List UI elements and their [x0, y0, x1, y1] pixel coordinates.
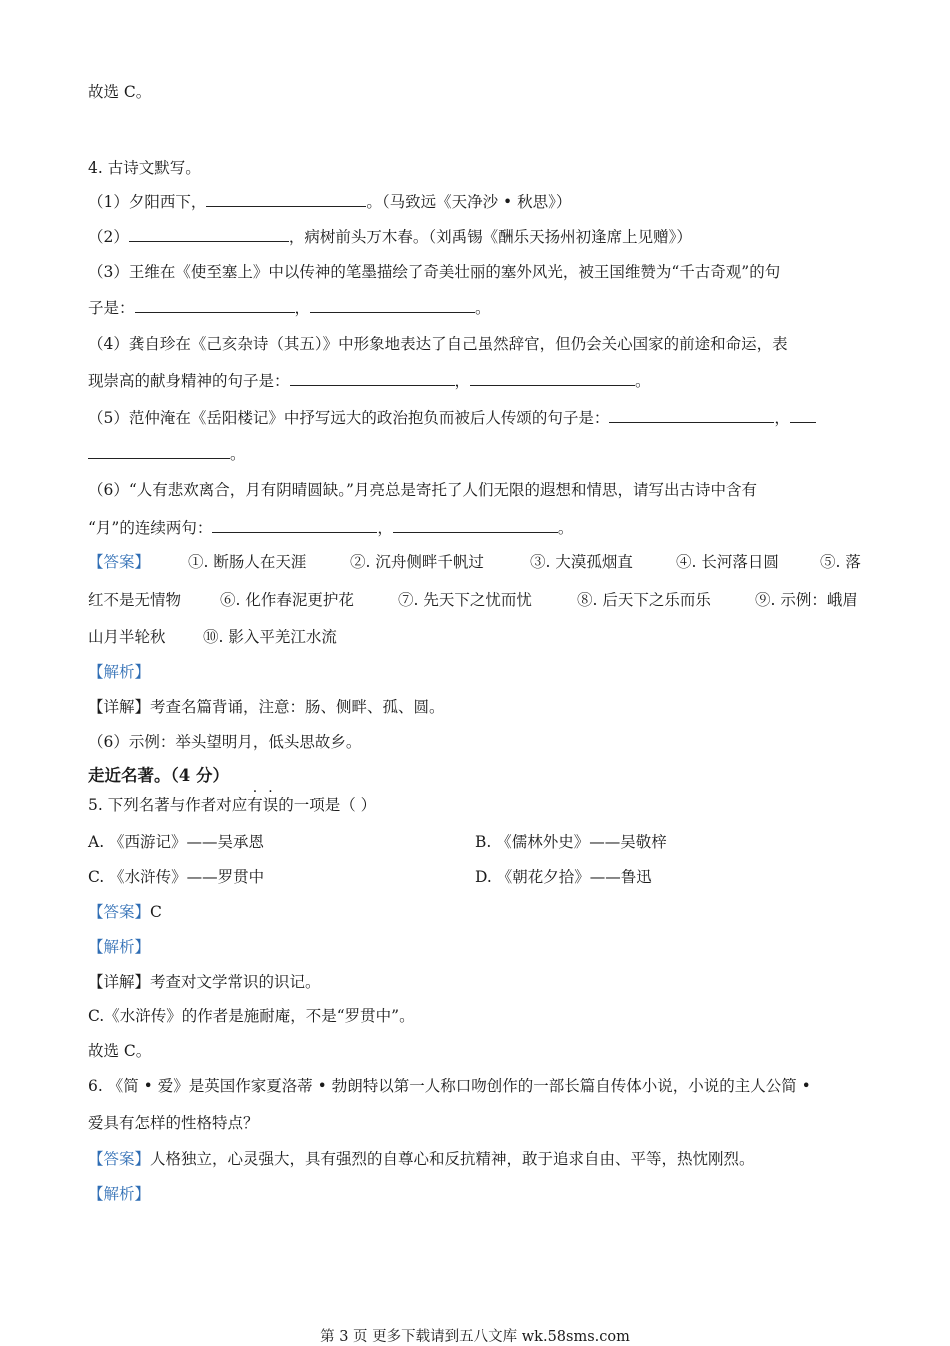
q5-option-c: C. 《水浒传》——罗贯中 [88, 868, 265, 886]
answer-blank[interactable] [470, 371, 635, 386]
analysis-label: 【解析】 [88, 1185, 151, 1203]
answer-item: 山月半轮秋 [88, 628, 166, 646]
q4-part6-line1: （6）“人有悲欢离合，月有阴晴圆缺。”月亮总是寄托了人们无限的遐想和情思，请写出古诗中含有 [88, 481, 757, 499]
answer-label: 【答案】 [88, 553, 151, 571]
conclusion-prev: 故选 C。 [88, 83, 152, 101]
q5-option-d: D. 《朝花夕拾》——鲁迅 [475, 868, 652, 886]
q6-stem-line1: 6. 《简 • 爱》是英国作家夏洛蒂 • 勃朗特以第一人称口吻创作的一部长篇自传体小说，小说的主人公简 • [88, 1077, 811, 1095]
answer-label: 【答案】 [88, 903, 151, 921]
answer-item: ①. 断肠人在天涯 [188, 553, 307, 571]
q4-part4-line1: （4）龚自珍在《己亥杂诗（其五）》中形象地表达了自己虽然辞官，但仍会关心国家的前途和命运，表 [88, 335, 788, 353]
answer-item: ⑥. 化作春泥更护花 [220, 591, 354, 609]
answer-blank[interactable] [393, 518, 558, 533]
answer-item: ④. 长河落日圆 [676, 553, 779, 571]
answer-blank[interactable] [790, 408, 816, 423]
answer-blank[interactable] [290, 371, 455, 386]
q4-detail: 【详解】考查名篇背诵，注意：肠、侧畔、孤、圆。 [88, 698, 445, 716]
answer-blank[interactable] [609, 408, 774, 423]
q4-part1: （1）夕阳西下， 。（马致远《天净沙 • 秋思》） [88, 193, 572, 211]
q4-part6-line2: “月”的连续两句： ， 。 [88, 519, 574, 537]
q5-stem: 5. 下列名著与作者对应有误的一项是（ ） [88, 796, 377, 814]
answer-blank[interactable] [310, 298, 475, 313]
answer-item: ③. 大漠孤烟直 [530, 553, 633, 571]
q5-answer: 【答案】C [88, 903, 162, 921]
q4-example: （6）示例：举头望明月，低头思故乡。 [88, 733, 362, 751]
q6-stem-line2: 爱具有怎样的性格特点？ [88, 1114, 259, 1132]
q5-detail: 【详解】考查对文学常识的识记。 [88, 973, 321, 991]
q4-part3-line1: （3）王维在《使至塞上》中以传神的笔墨描绘了奇美壮丽的塞外风光，被王国维赞为“千古奇观”的句 [88, 263, 781, 281]
answer-item: ②. 沉舟侧畔千帆过 [350, 553, 484, 571]
q6-answer: 【答案】人格独立，心灵强大，具有强烈的自尊心和反抗精神，敢于追求自由、平等，热忱刚烈。 [88, 1150, 755, 1168]
q5-conclusion: 故选 C。 [88, 1042, 152, 1060]
answer-label: 【答案】 [88, 1150, 151, 1168]
answer-item: ⑤. 落 [820, 553, 861, 571]
answer-item: 红不是无情物 [88, 591, 182, 609]
q4-part5-line1: （5）范仲淹在《岳阳楼记》中抒写远大的政治抱负而被后人传颂的句子是： ， [88, 408, 816, 428]
analysis-label: 【解析】 [88, 938, 151, 956]
answer-blank[interactable] [129, 227, 289, 242]
q4-part3-line2: 子是： ， 。 [88, 299, 491, 317]
q4-part2: （2） ，病树前头万木春。（刘禹锡《酬乐天扬州初逢席上见赠》） [88, 228, 692, 246]
q4-part4-line2: 现崇高的献身精神的句子是： ， 。 [88, 372, 651, 390]
answer-item: ⑨. 示例：峨眉 [755, 591, 858, 609]
answer-blank[interactable] [206, 192, 366, 207]
q5-option-b: B. 《儒林外史》——吴敬梓 [475, 833, 667, 851]
answer-item: ⑧. 后天下之乐而乐 [577, 591, 711, 609]
q5-option-a: A. 《西游记》——吴承恩 [88, 833, 265, 851]
q4-title: 4. 古诗文默写。 [88, 159, 201, 177]
answer-item: ⑦. 先天下之忧而忧 [398, 591, 532, 609]
analysis-label: 【解析】 [88, 663, 151, 681]
page-footer: 第 3 页 更多下载请到五八文库 wk.58sms.com [320, 1329, 630, 1345]
answer-blank[interactable] [135, 298, 295, 313]
answer-blank[interactable] [212, 518, 377, 533]
q4-part5-line2: 。 [88, 444, 246, 464]
section-title: 走近名著。（4 分） [88, 766, 229, 785]
answer-item: ⑩. 影入平羌江水流 [203, 628, 337, 646]
answer-blank[interactable] [88, 444, 230, 459]
q5-explain: C.《水浒传》的作者是施耐庵，不是“罗贯中”。 [88, 1007, 415, 1025]
